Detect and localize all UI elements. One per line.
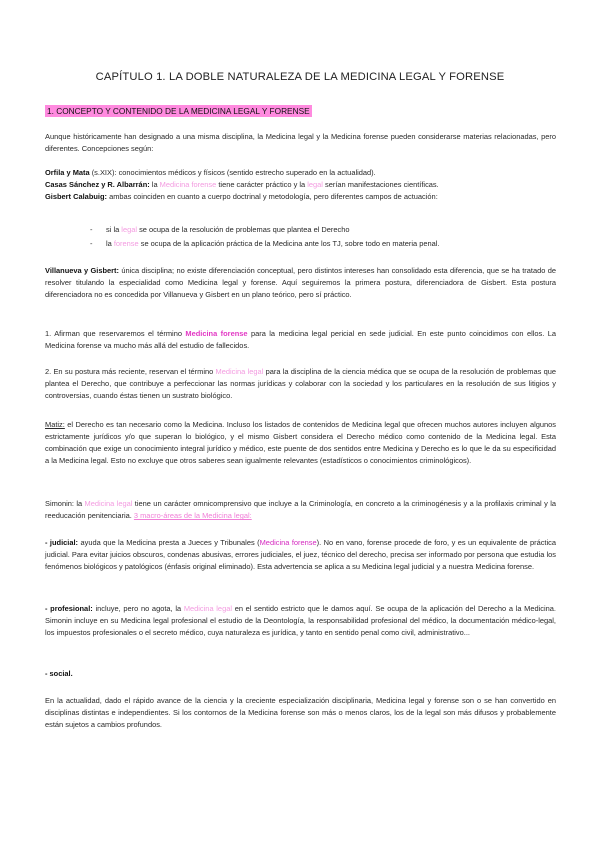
profesional-label: - profesional: [45,604,93,613]
casas-text-2: tiene carácter práctico y la [216,180,308,190]
macro-areas-link[interactable]: 3 macro-áreas de la Medicina legal: [133,511,252,521]
matiz-text: el Derecho es tan necesario como la Medicina. Incluso los listados de contenidos de Medicina legal que ofrecen muchos autores incluyen algunos estrictamente jurídicos y/o que superan lo biológico, y el mismo Gisbert considera el Derecho médico como contenido de la Medicina legal. Esta combinación que exige un conocimiento integral jurídico y médico, este puente de dos sentidos entre Medicina y Derecho es lo que le da su especificidad a la Medicina legal. Esto no excluye que otros saberes sean igualmente relevantes (estadísticos o conocimientos criminológicos). [45,420,556,466]
profesional-text-1: incluye, pero no agota, la [92,604,184,613]
p2-term: Medicina legal [215,367,264,376]
list-item [90,224,560,236]
gisbert-name: Gisbert Calabuig: [45,192,107,202]
simonin-term: Medicina legal [84,499,133,508]
matiz-paragraph [45,419,556,467]
casas-text-3: serían manifestaciones científicas. [322,180,439,190]
p1-text-1: 1. Afirman que reservaremos el término [45,329,186,338]
orfila-name: Orfila y Mata [45,168,90,177]
matiz-label: Matiz: [45,420,65,429]
judicial-text-1: ayuda que la Medicina presta a Jueces y Tribunales ( [78,538,260,547]
judicial-term: Medicina forense [259,538,317,547]
section-heading: 1. CONCEPTO Y CONTENIDO DE LA MEDICINA LEGAL Y FORENSE [47,106,310,116]
p2-text-1: 2. En su postura más reciente, reservan el término [45,367,216,376]
casas-name: Casas Sánchez y R. Albarrán: [45,180,150,190]
gisbert-text: ambas coinciden en cuanto a cuerpo doctrinal y metodología, pero diferentes campos de actuación: [107,192,438,202]
bullet-text-1: si la [106,225,122,234]
social-paragraph [45,668,556,680]
casas-term-legal: legal [307,180,323,190]
casas-term-forense: Medicina forense [159,180,217,190]
simonin-paragraph [45,498,556,522]
profesional-paragraph [45,603,556,639]
gisbert-line [45,191,556,203]
bullet-dash: - [90,225,93,234]
simonin-text-2: tiene un carácter omnicomprensivo que incluye a la Criminología, en concreto a la criminogénesis y a la profilaxis criminal y la reeducación penitenciaria. [45,499,556,521]
gisbert-bullet-list [90,224,560,250]
chapter-title: CAPÍTULO 1. LA DOBLE NATURALEZA DE LA MEDICINA LEGAL Y FORENSE [95,71,505,83]
villanueva-text: única disciplina; no existe diferenciación conceptual, pero distintos intereses han consolidado esta diferencia, que se ha tratado de resolver titulando la especialidad como Medicina legal y forense. Aquí seguiremos la primera postura, diferenciadora de Gisbert. Esta postura diferenciadora no es concedida por Villanueva y Gisbert en un plano teórico, pero sí práctico. [45,266,556,300]
p1-term: Medicina forense [185,329,248,338]
orfila-text: (s.XIX): conocimientos médicos y físicos (sentido estrecho superado en la actualidad). [89,168,376,177]
list-item [90,238,560,250]
intro-text: Aunque históricamente han designado a una misma disciplina, la Medicina legal y la Medicina forense pueden considerarse materias relacionadas, pero diferentes. Concepciones según: [45,132,556,154]
simonin-text-1: Simonin: la [45,499,85,508]
paragraph-1 [45,328,556,352]
judicial-label: - judicial: [45,538,79,547]
paragraph-2 [45,366,556,402]
profesional-text-2: en el sentido estricto que le damos aquí. Se ocupa de la aplicación del Derecho a la Medicina. Simonin incluye en su Medicina legal profesional el estudio de la Deontología, la responsabilidad profesional del médico, la documentación médico-legal, los impuestos profesionales o el secreto médico, cuya naturaleza es jurídica, y tanto en sentido penal como civil, administrativo... [45,604,557,638]
social-label: - social. [45,669,73,678]
bullet-text-1: la [106,239,114,249]
bullet-term-forense: forense [113,239,139,249]
orfila-line [45,167,556,179]
p1-text-2: para la medicina legal pericial en sede judicial. En este punto coincidimos con ellos. La Medicina forense va mucho más allá del estudio de fallecidos. [45,329,556,351]
closing-text: En la actualidad, dado el rápido avance de la ciencia y la creciente especialización disciplinaria, Medicina legal y forense son o se han convertido en disciplinas distintas e independientes. Si los contornos de la Medicina forense son más o menos claros, los de la legal son más difusos y probablemente están sujetos a cambios profundos. [45,696,556,730]
bullet-dash: - [90,239,93,249]
bullet-text-2: se ocupa de la resolución de problemas que plantea el Derecho [137,225,350,234]
villanueva-name: Villanueva y Gisbert: [45,266,119,275]
judicial-paragraph [45,537,556,573]
conceptions-block [45,167,556,203]
p2-text-2: para la disciplina de la ciencia médica que se ocupa de la resolución de problemas que plantea el Derecho, que contribuye a perfeccionar las normas jurídicas y colaborar con la sociedad y los particulares en la resolución de sus litigios y controversias, cuando éstas tienen un sustrato biológico. [45,367,557,401]
intro-paragraph [45,131,556,155]
casas-line [45,179,556,191]
judicial-text-2: ). No en vano, forense procede de foro, y es un equivalente de práctica judicial. Para evitar juicios obscuros, condenas abusivas, errores judiciales, el juez, técnico del derecho, precisa ser informado por persona que estudia los fenómenos biológicos y patológicos (énfasis original eliminado). Esta advertencia se aplica a su Medicina legal judicial y a nuestra Medicina forense. [45,538,556,572]
closing-paragraph [45,695,556,731]
bullet-text-2: se ocupa de la aplicación práctica de la Medicina ante los TJ, sobre todo en materia penal. [138,239,440,249]
villanueva-paragraph [45,265,556,301]
casas-text-1: la [149,180,160,190]
bullet-term-legal: legal [121,225,138,234]
profesional-term: Medicina legal [183,604,232,613]
